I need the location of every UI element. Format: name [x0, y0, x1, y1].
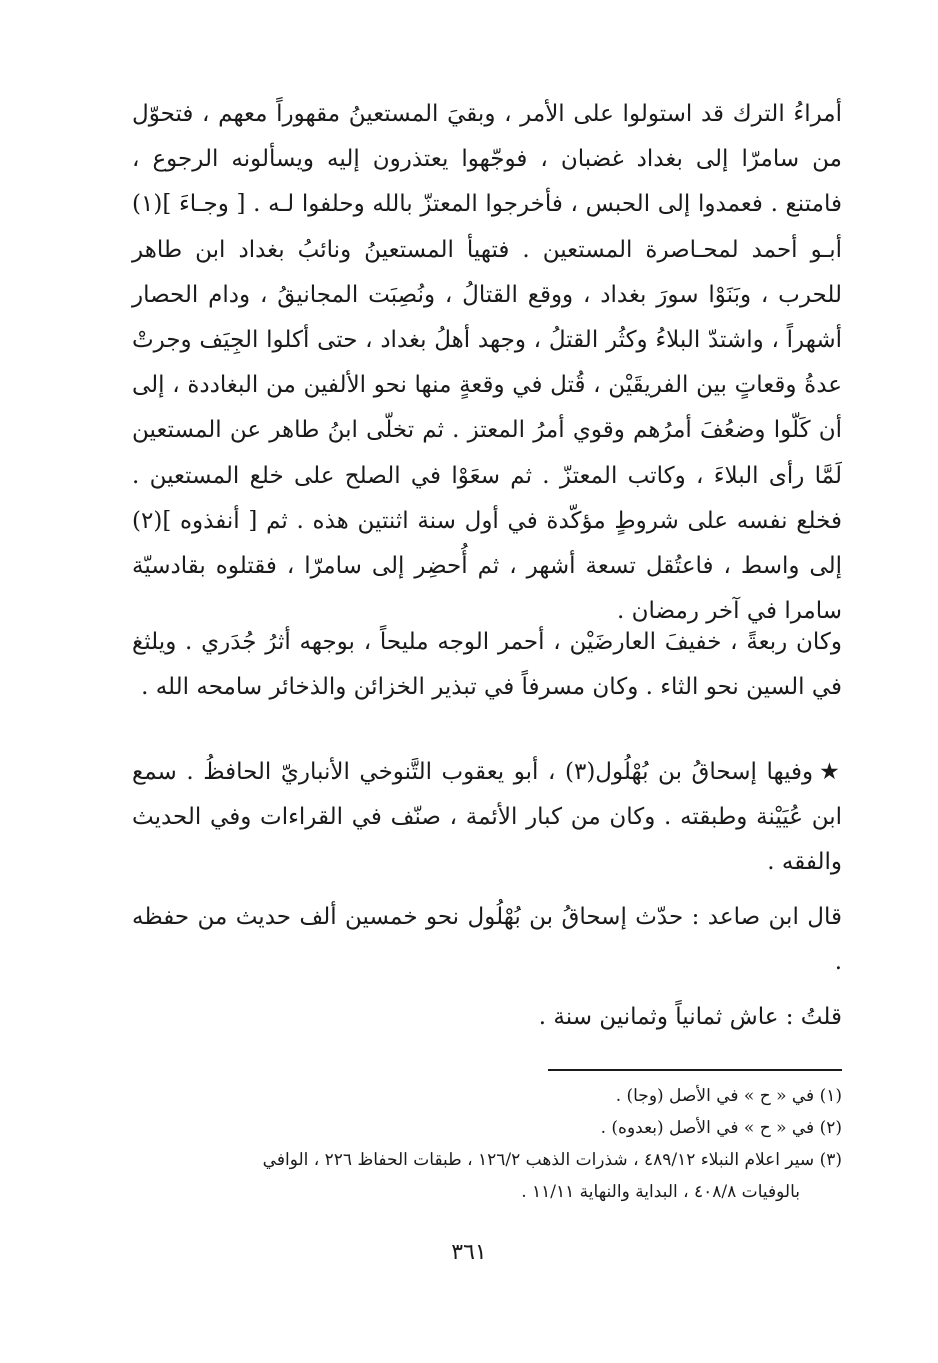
- paragraph-mustain-siege: أمراءُ الترك قد استولوا على الأمر ، وبقيَ المستعينُ مقهوراً معهم ، فتحوّل من سامرّا إلى بغداد غضبان ، فوجّهوا يعتذرون إليه ويسألونه الرجوع ، فامتنع . فعمدوا إلى الحبس ، فأخرجوا المعتزّ بالله وحلفوا لـه . [ وجـاءَ ](١) أبـو أحمد لمحـاصرة المستعين . فتهيأ المستعينُ ونائبُ بغداد ابن طاهر للحرب ، وبَنَوْا سورَ بغداد ، ووقع القتالُ ، ونُصِبَت المجانيقُ ، ودام الحصار أشهراً ، واشتدّ البلاءُ وكثُر القتلُ ، وجهد أهلُ بغداد ، حتى أكلوا الجِيَف وجرتْ عدةُ وقعاتٍ بين الفريقَيْن ، قُتل في وقعةٍ منها نحو الألفين من البغاددة ، إلى أن كَلّوا وضعُفَ أمرُهم وقوي أمرُ المعتز . ثم تخلّى ابنُ طاهر عن المستعين لَمَّا رأى البلاءَ ، وكاتب المعتزّ . ثم سعَوْا في الصلح على خلع المستعين . فخلع نفسه على شروطٍ مؤكّدة في أول سنة اثنتين هذه . ثم [ أنفذوه ](٢) إلى واسط ، فاعتُقل تسعة أشهر ، ثم أُحضِر إلى سامرّا ، فقتلوه بقادسيّة سامرا في آخر رمضان .: [132, 101, 842, 625]
- paragraph-ishaq-text: وفيها إسحاقُ بن بُهْلُول(٣) ، أبو يعقوب التَّنوخي الأنباريّ الحافظُ . سمع ابن عُيَيْنة وطبقته . وكان من كبار الأئمة ، صنّف في القراءات وفي الحديث والفقه .: [132, 759, 842, 876]
- footnote-3-continuation: بالوفيات ٤٠٨/٨ ، البداية والنهاية ١١/١١ .: [521, 1182, 800, 1202]
- page-number: ٣٦١: [451, 1240, 487, 1265]
- footnote-2: (٢) في « ح » في الأصل (بعدوه) .: [600, 1118, 842, 1138]
- paragraph-ishaq-entry: [132, 750, 866, 886]
- footnotes: [132, 1080, 842, 1208]
- paragraph-author-note: قلتُ : عاش ثمانياً وثمانين سنة .: [538, 1004, 842, 1030]
- star-icon: ★: [819, 759, 842, 785]
- footnote-divider: [548, 1069, 842, 1071]
- footnote-3: (٣) سير اعلام النبلاء ٤٨٩/١٢ ، شذرات الذهب ١٢٦/٢ ، طبقات الحفاظ ٢٢٦ ، الوافي: [262, 1150, 842, 1170]
- footnote-1: (١) في « ح » في الأصل (وجا) .: [615, 1086, 842, 1106]
- paragraph-ibn-saed-quote: قال ابن صاعد : حدّث إسحاقُ بن بُهْلُول نحو خمسين ألف حديث من حفظه .: [132, 904, 842, 976]
- paragraph-description: وكان ربعةً ، خفيفَ العارضَيْن ، أحمر الوجه مليحاً ، بوجهه أثرُ جُدَري . ويلثغ في السين نحو الثاء . وكان مسرفاً في تبذير الخزائن والذخائر سامحه الله .: [132, 629, 842, 701]
